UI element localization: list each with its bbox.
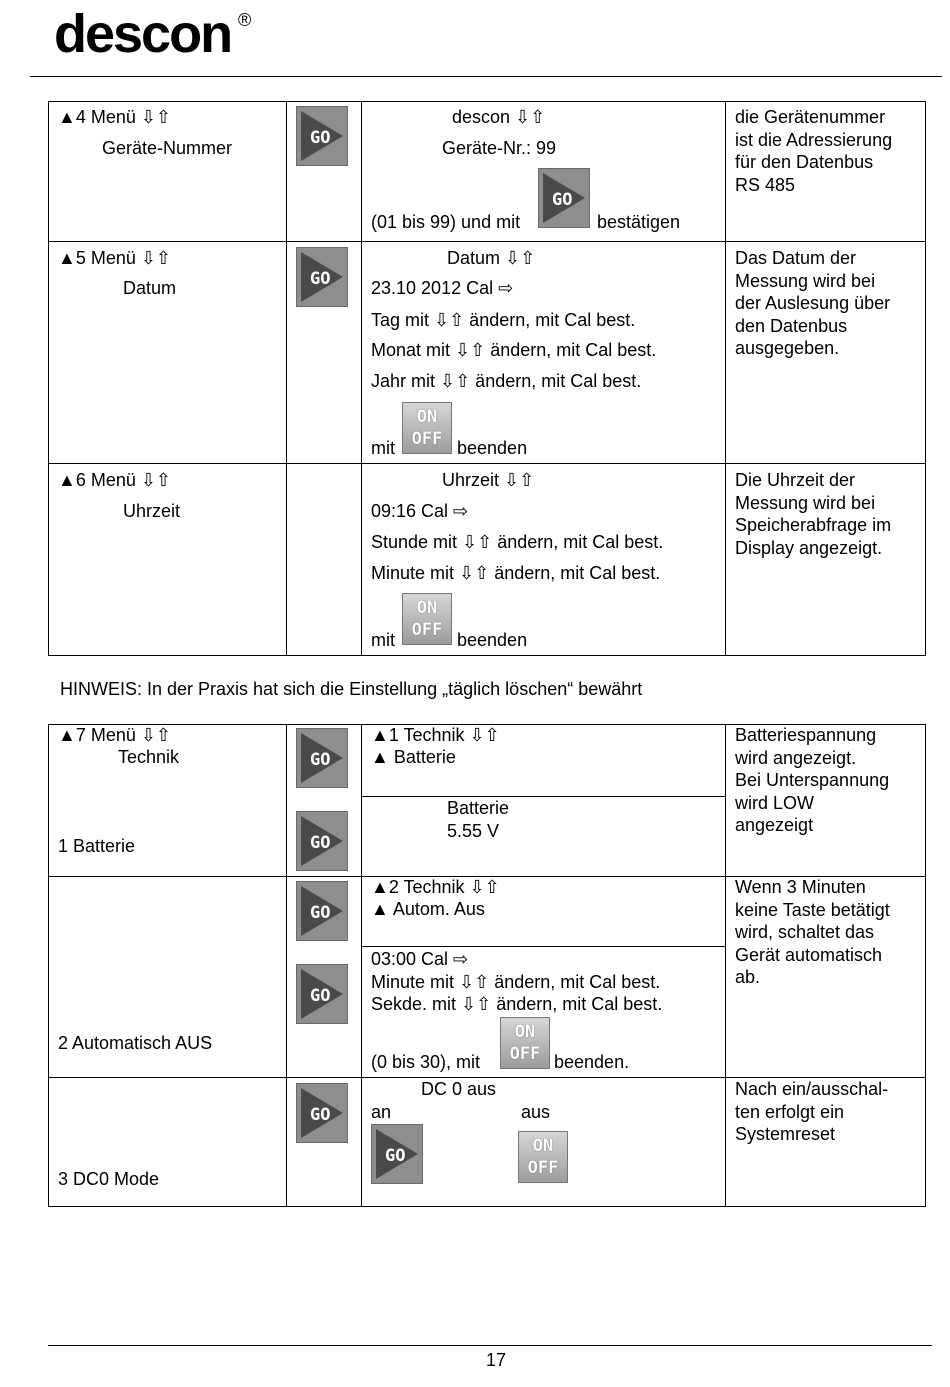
instruction-text: (0 bis 30), mit xyxy=(371,1052,481,1072)
display-line: 09:16 Cal ⇨ xyxy=(371,501,469,521)
go-button-icon xyxy=(538,168,590,228)
go-button-icon xyxy=(296,1083,348,1143)
submenu-label: 2 Automatisch AUS xyxy=(58,1033,213,1053)
display-line: ▲ Autom. Aus xyxy=(371,899,485,919)
col-line xyxy=(725,101,726,656)
go-arrow-graphic xyxy=(297,965,347,1023)
go-button-icon xyxy=(296,728,348,788)
header-rule xyxy=(30,76,942,77)
display-line: Uhrzeit ⇩⇧ xyxy=(442,470,535,490)
off-label: OFF xyxy=(411,429,443,449)
instruction-text: bestätigen xyxy=(597,212,681,232)
go-label: GO xyxy=(310,903,331,923)
footer-rule xyxy=(48,1345,932,1346)
display-line: descon ⇩⇧ xyxy=(452,107,546,127)
display-line: Geräte-Nr.: 99 xyxy=(442,138,557,158)
instruction-text: beenden. xyxy=(554,1052,630,1072)
on-off-button-icon xyxy=(500,1017,550,1069)
instruction-text: Stunde mit ⇩⇧ ändern, mit Cal best. xyxy=(371,532,664,552)
cell-divider xyxy=(361,796,726,797)
description-line: Systemreset xyxy=(735,1124,836,1144)
description-line: ten erfolgt ein xyxy=(735,1101,845,1122)
description-line: wird LOW xyxy=(735,792,815,813)
description-line: wird, schaltet das xyxy=(735,922,875,942)
description-line: ist die Adressierung xyxy=(735,129,893,150)
display-line: ▲1 Technik ⇩⇧ xyxy=(371,725,500,745)
on-label: ON xyxy=(532,1136,554,1156)
description-line: wird angezeigt. xyxy=(735,747,857,768)
instruction-text: mit xyxy=(371,438,395,458)
submenu-label: 3 DC0 Mode xyxy=(58,1169,160,1189)
instruction-text: Tag mit ⇩⇧ ändern, mit Cal best. xyxy=(371,310,636,330)
display-line: 03:00 Cal ⇨ xyxy=(371,949,469,969)
description-line: Die Uhrzeit der xyxy=(735,470,856,490)
instruction-text: Monat mit ⇩⇧ ändern, mit Cal best. xyxy=(371,340,657,360)
go-button-icon xyxy=(296,964,348,1024)
instruction-text: Jahr mit ⇩⇧ ändern, mit Cal best. xyxy=(371,371,642,391)
go-arrow-graphic xyxy=(297,248,347,306)
off-label: OFF xyxy=(527,1158,559,1178)
display-line: ▲ Batterie xyxy=(371,747,456,767)
go-label: GO xyxy=(385,1146,406,1166)
go-button-icon xyxy=(296,881,348,941)
display-line: 5.55 V xyxy=(447,821,500,841)
on-off-button-icon xyxy=(402,402,452,454)
instruction-text: mit xyxy=(371,630,395,650)
go-label: GO xyxy=(310,269,331,289)
descon-logo xyxy=(54,2,231,66)
description-row7 xyxy=(735,724,889,837)
description-line: der Auslesung über xyxy=(735,293,891,313)
go-button-icon xyxy=(296,811,348,871)
cell-divider xyxy=(361,946,726,947)
description-line: ausgegeben. xyxy=(735,338,840,358)
table-border-bottom xyxy=(48,1206,926,1207)
col-line xyxy=(925,724,926,1207)
on-label: ON xyxy=(416,407,438,427)
description-line: Bei Unterspannung xyxy=(735,770,890,790)
page-number: 17 xyxy=(486,1350,507,1370)
go-label: GO xyxy=(310,750,331,770)
go-label: GO xyxy=(310,1105,331,1125)
description-line: Messung wird bei xyxy=(735,492,876,513)
description-line: angezeigt xyxy=(735,815,814,835)
menu-step-7-title: ▲7 Menü ⇩⇧ xyxy=(58,725,172,745)
instruction-text: beenden xyxy=(457,438,528,458)
instruction-text: (01 bis 99) und mit xyxy=(371,212,521,232)
description-row6 xyxy=(735,469,891,559)
description-row5 xyxy=(735,247,890,360)
go-arrow-graphic xyxy=(297,729,347,787)
description-line: die Gerätenummer xyxy=(735,107,886,127)
go-arrow-graphic xyxy=(297,1084,347,1142)
display-line: ▲2 Technik ⇩⇧ xyxy=(371,877,500,897)
go-label: GO xyxy=(552,190,573,210)
display-line: Datum ⇩⇧ xyxy=(447,248,536,268)
registered-mark: ® xyxy=(238,10,252,30)
logo-text: descon xyxy=(54,4,232,64)
go-label: GO xyxy=(310,986,331,1006)
menu-step-7-subtitle: Technik xyxy=(118,747,180,767)
go-button-icon xyxy=(371,1124,423,1184)
description-row8 xyxy=(735,876,890,989)
off-label: OFF xyxy=(509,1044,541,1064)
col-line xyxy=(286,101,287,656)
on-label: ON xyxy=(416,598,438,618)
menu-step-5-subtitle: Datum xyxy=(123,278,177,298)
display-line: 23.10 2012 Cal ⇨ xyxy=(371,278,514,298)
col-line xyxy=(925,101,926,656)
go-button-icon xyxy=(296,247,348,307)
description-line: den Datenbus xyxy=(735,315,848,336)
go-arrow-graphic xyxy=(539,169,589,227)
description-line: Speicherabfrage im xyxy=(735,515,892,535)
description-line: keine Taste betätigt xyxy=(735,899,890,920)
go-arrow-graphic xyxy=(297,882,347,940)
submenu-label: 1 Batterie xyxy=(58,836,136,856)
display-line: DC 0 aus xyxy=(421,1079,497,1099)
instruction-text: Minute mit ⇩⇧ ändern, mit Cal best. xyxy=(371,563,661,583)
go-button-icon xyxy=(296,106,348,166)
instruction-text: beenden xyxy=(457,630,528,650)
go-label: GO xyxy=(310,833,331,853)
menu-step-4-title: ▲4 Menü ⇩⇧ xyxy=(58,107,172,127)
row-divider xyxy=(48,241,926,242)
display-line: Batterie xyxy=(447,798,510,818)
menu-step-6-title: ▲6 Menü ⇩⇧ xyxy=(58,470,172,490)
col-line xyxy=(725,724,726,1207)
description-line: ab. xyxy=(735,967,761,987)
off-label: OFF xyxy=(411,620,443,640)
instruction-text: Sekde. mit ⇩⇧ ändern, mit Cal best. xyxy=(371,994,663,1014)
col-line xyxy=(48,724,49,1207)
on-label: ON xyxy=(514,1022,536,1042)
row-divider xyxy=(48,463,926,464)
description-line: für den Datenbus xyxy=(735,152,874,172)
table-border-bottom xyxy=(48,655,926,656)
go-arrow-graphic xyxy=(372,1125,422,1183)
go-arrow-graphic xyxy=(297,107,347,165)
col-line xyxy=(48,101,49,656)
display-label-an: an xyxy=(371,1102,392,1122)
description-row4 xyxy=(735,106,892,196)
description-line: Batteriespannung xyxy=(735,725,877,745)
go-label: GO xyxy=(310,128,331,148)
description-line: Gerät automatisch xyxy=(735,944,883,965)
description-line: Display angezeigt. xyxy=(735,537,883,558)
description-row9 xyxy=(735,1078,888,1146)
col-line xyxy=(286,724,287,1207)
display-label-aus: aus xyxy=(521,1102,551,1122)
description-line: Messung wird bei xyxy=(735,270,876,291)
col-line xyxy=(361,724,362,1207)
description-line: Wenn 3 Minuten xyxy=(735,877,866,897)
on-off-button-icon xyxy=(518,1131,568,1183)
menu-step-6-subtitle: Uhrzeit xyxy=(123,501,181,521)
menu-step-4-subtitle: Geräte-Nummer xyxy=(102,138,233,158)
description-line: Nach ein/ausschal- xyxy=(735,1079,889,1099)
description-line: RS 485 xyxy=(735,174,796,195)
hinweis-note: HINWEIS: In der Praxis hat sich die Einstellung „täglich löschen“ bewährt xyxy=(60,679,643,699)
description-line: Das Datum der xyxy=(735,248,857,268)
on-off-button-icon xyxy=(402,593,452,645)
col-line xyxy=(361,101,362,656)
go-arrow-graphic xyxy=(297,812,347,870)
instruction-text: Minute mit ⇩⇧ ändern, mit Cal best. xyxy=(371,972,661,992)
table-border-top xyxy=(48,101,926,102)
menu-step-5-title: ▲5 Menü ⇩⇧ xyxy=(58,248,172,268)
